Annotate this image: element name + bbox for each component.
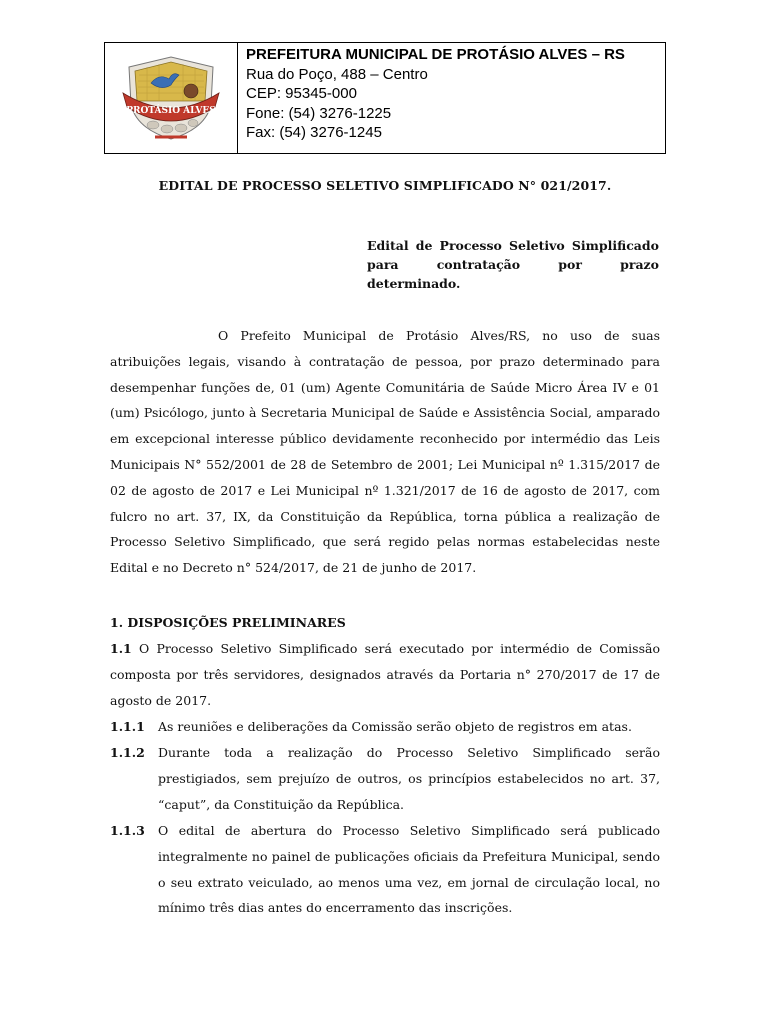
summary-line-2: para contratação por prazo bbox=[367, 257, 659, 272]
item-number: 1.1.2 bbox=[110, 745, 145, 760]
logo-cell bbox=[105, 43, 238, 153]
paragraph-text: O Processo Seletivo Simplificado será executado por intermédio de Comissão composta por três servidores, designados através da Portaria n° 270/2017 de 17 de agosto de 2017. bbox=[110, 641, 660, 708]
logo-ribbon-text: PROTÁSIO ALVES bbox=[126, 106, 216, 116]
summary-line-1: Edital de Processo Seletivo Simplificado bbox=[367, 238, 659, 253]
paragraph-number: 1.1 bbox=[110, 641, 132, 656]
paragraph-1-1 bbox=[110, 636, 660, 713]
cep-line: CEP: 95345-000 bbox=[246, 85, 357, 102]
section-heading: 1. DISPOSIÇÕES PRELIMINARES bbox=[110, 615, 346, 630]
municipality-info bbox=[238, 43, 625, 153]
letterhead bbox=[104, 42, 666, 154]
list-item bbox=[110, 818, 660, 921]
item-text: Durante toda a realização do Processo Seletivo Simplificado serão prestigiados, sem prejuízo de outros, os princípios estabelecidos no art. 37, “caput”, da Constituição da República. bbox=[158, 745, 660, 812]
item-text: As reuniões e deliberações da Comissão serão objeto de registros em atas. bbox=[158, 719, 632, 734]
item-number: 1.1.1 bbox=[110, 719, 145, 734]
coat-of-arms-logo bbox=[115, 53, 227, 143]
edital-summary bbox=[367, 236, 659, 293]
item-text: O edital de abertura do Processo Seletivo Simplificado será publicado integralmente no painel de publicações oficiais da Prefeitura Municipal, sendo o seu extrato veiculado, ao menos uma vez, em jornal de circulação local, no mínimo três dias antes do encerramento das inscrições. bbox=[158, 823, 660, 916]
intro-paragraph: O Prefeito Municipal de Protásio Alves/RS, no uso de suas atribuições legais, visando à contratação de pessoa, por prazo determinado para desempenhar funções de, 01 (um) Agente Comunitária de Saúde Micro Área IV e 01 (um) Psicólogo, junto à Secretaria Municipal de Saúde e Assistência Social, amparado em excepcional interesse público devidamente reconhecido por intermédio das Leis Municipais N° 552/2001 de 28 de Setembro de 2001; Lei Municipal nº 1.315/2017 de 02 de agosto de 2017 e Lei Municipal nº 1.321/2017 de 16 de agosto de 2017, com fulcro no art. 37, IX, da Constituição da República, torna pública a realização de Processo Seletivo Simplificado, que será regido pelas normas estabelecidas neste Edital e no Decreto n° 524/2017, de 21 de junho de 2017. bbox=[110, 328, 660, 576]
address-line: Rua do Poço, 488 – Centro bbox=[246, 65, 428, 83]
item-number: 1.1.3 bbox=[110, 823, 145, 838]
list-item bbox=[110, 714, 660, 740]
municipality-title: PREFEITURA MUNICIPAL DE PROTÁSIO ALVES – RS bbox=[246, 46, 625, 63]
summary-line-3: determinado. bbox=[367, 276, 461, 291]
phone-line: Fone: (54) 3276-1225 bbox=[246, 104, 392, 122]
list-item bbox=[110, 740, 660, 817]
fax-line: Fax: (54) 3276-1245 bbox=[246, 124, 382, 141]
document-title: EDITAL DE PROCESSO SELETIVO SIMPLIFICADO N° 021/2017. bbox=[158, 178, 612, 193]
